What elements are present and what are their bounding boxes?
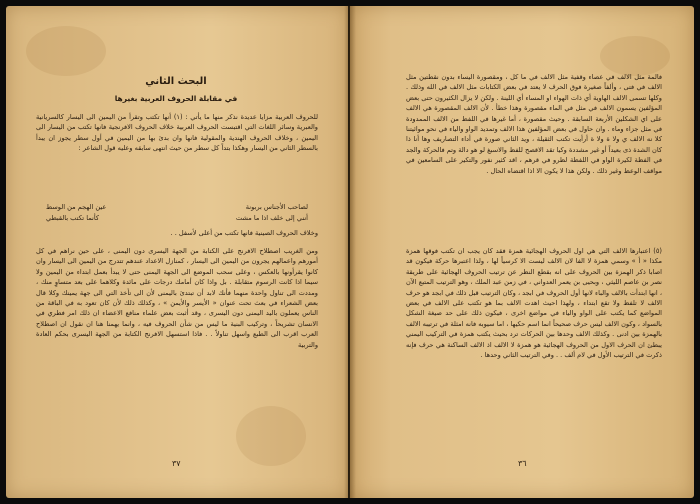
page-number: ٣٧ <box>172 459 181 468</box>
page-heading: البحث الثاني <box>145 76 207 87</box>
left-paragraph-1: للحروف العربية مزايا عديدة نذكر منها ما يأتي : (١) أنها تكتب وتقرأ من اليمين الى اليسار كالسريانية والعبرية وسائر اللغات التي اقتبست الحروف العربية خلاف الحروف الافرنجية فانها تكتب من اليسار الى اليمين ، وخلاف الحروف الهندية والمقولية فانها وان بدئ بها من اليمين في أول سطر يجوز ان يبدأ بالسطر الثاني من اليسار وهكذا بتداً كل سطر من حيث انتهى سابقه وعليه قول الشاعر : <box>36 113 318 153</box>
heading-block <box>40 74 312 105</box>
left-page <box>6 6 348 498</box>
paper-stain <box>26 26 106 76</box>
book-spread <box>6 6 694 498</box>
poem-line <box>46 213 308 224</box>
left-paragraph-3: ومن الغريب اصطلاح الافرنج على الكتابة من الجهة اليسرى دون اليمنى ، على حين نراهم في كل أمورهم واعمالهم يجرون من اليمين الى اليسار ، كمنازل الاعداد عندهم تتدرج من اليمين الى اليسار وان كانوا يقرأونها بالعكس ، وعلى سحب الموضع الى الجهة اليمنى حتى لا يبدأ بعمل ابتداء من اليمين ولا سيما اذا كانت الرسوم متقابلة . بل واذا كان أمامك درجات على مائدة وكلاهما على بعد متساوٍ منك ، ومددت الى تناول واحدة منهما فأنك لابد أن تبتدئ باليمنى لأن الى تأخذ التي الى جهة يمينك وكلا قال بعض الشعراء في بعث تحت عنوان « الأيسر والأيمن » ، وكذلك ذلك لأن كان تعود به في الباقة من الناس يعملون باليد اليمنى دون اليسرى ، وقد أثبت بعض علماء منافع الاعضاء ان ذلك امر فطري في الانسان تشريحاً ، وتركيب البنية ما ليس من شأن الحروف فيه ، وانما يهمنا هنا ان نقول ان اصطلاح العرب اقرب الى الطبع واسهل تناولاً . . فاذا استسهل الافرنج الكتابة من الجهة اليسرى بحكم العادة والتربية <box>36 247 318 349</box>
page-number: ٣٦ <box>518 459 527 468</box>
poem-hemistich: كأنما تكتب بالقبطي <box>46 214 100 222</box>
poem-line <box>46 202 308 213</box>
paper-stain <box>236 406 306 466</box>
poem-hemistich: لصاحب الأجناس بربونة <box>245 203 308 211</box>
left-paragraph-2: وخلاف الحروف الصينية فانها تكتب من أعلى لأسفل . . <box>170 229 318 237</box>
page-subheading: في مقابلة الحروف العربية بغيرها <box>114 94 238 103</box>
poem-hemistich: عين الهجم من الوسط <box>46 203 107 211</box>
right-paragraph-1: فالمة مثل الالف في عصاء وقفية مثل الالف في ما كل ، ومقصورة اليساء بدون نقطتين مثل الالف في فتى ، وألفاً صغيرة فوق الحرف لا يعتد في بعض الكتابات مثل الالف في الله وذلك . وكلها تسمى الالف الهاوية أي ذات الهواء او المساء أي اللينة . ولكن لا يزال الكثيرون حتى بعض المؤلفين يسمون الالف في مثل في الماء مقصورة وهذا خطأ . لأن الالف المقصورة هي الالف على اي الشكلين الأربعة السابقة . وحيث مقصورة ، أما غيرها في اللفظ من الالف الممدودة في مثل جزاء وماء . وان حاول في بعض المؤلفين هذا الالف وتمديد الواو والياء في نحو موائيتنا كلا نه الالف ي ولا ة ولا ة أرأيت تكتب الثقيلة ، ويد الثاني صورة في أداء التصاريف وها أنا ذا كان الشدة ذى بعيداً أو غير مشددة وكيا تقد الاقصح للفظ والاسبغ لو هو دالة وتم فالحركة والجد في الفظة لكيرة الواو في اللفظة لظرو في قرهم ، اقد كثير نفور والتكير على السامعين في مواقف الوعظ وغير ذلك . ولكن هذا لا يكون الا اذا اقتضاه الحال . <box>406 73 662 175</box>
right-paragraph-2: (٥) اعتبارها الالف التي هي اول الحروف الهجائية همزة فقد كان يجب ان تكتب فوقها همزة مكذا « أ » وسمي همزة لا الفا لان الالف ليست الا كرسياً لها ، ولذا اعتبرها حركة فيكون قد اصابا ذكر الهمزة بين الحروف على انه بقطع النظر عن ترتيب الحروف الهجائية على طريقة نصر بن عاصم الليثي ، وبحيى بن يعمر العدواني ، في زمن عبد الملك ، وهو الترتيب المتبع الآن ، انها ابتدأت بالالف والباء لانها أول الحروف في ابجد ، وكان الترتيب قبل ذلك في ابجد هو حرف الالف لا تلفظ ولا تقع ابتداء ، ولهذا احيث اهدت الالف بما هو تكتب على الالف في بعض المواضع كما يكتب على الواو والياء في مواضع اخرى ، فيكون ذلك على حد صيغة الشكل بالسواد ، وكون الالف ليس حرف صحيحاً انما اسم حكيها ، اما سيوبه فانه امثلة في ترتيبه الالف بالهمزة بين ادنى . وكذلك الالف وحدها بين الحركات ترد بحيث يكتب همزة في التركيب اليمني يبطئ ان الحرف الاول من الحروف الهجائية هو همزة لا الالف اذ الالف الساكنة هي حرف فإنه ذكرت في الترتيب الأول في لام ألف . . وفي الترتيب الثاني وحدها . <box>406 247 662 360</box>
poem-verses <box>46 202 308 224</box>
poem-hemistich: أنني إلى خلف اذا ما مشت <box>235 214 308 222</box>
paper-stain <box>600 36 670 76</box>
book-gutter <box>344 6 356 498</box>
right-page <box>350 6 694 498</box>
